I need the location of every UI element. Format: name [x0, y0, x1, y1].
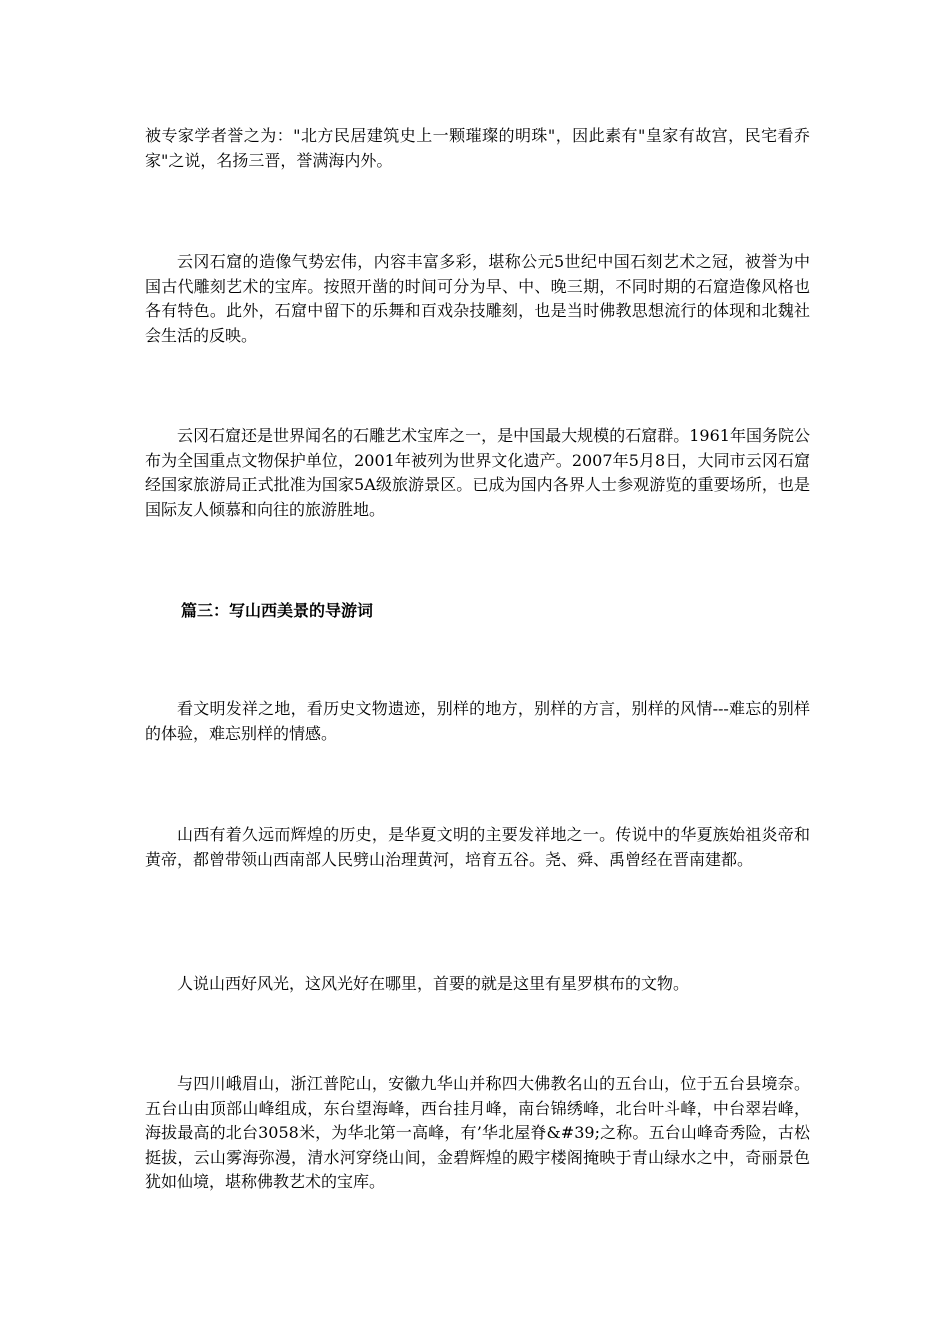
paragraph-yungang-world-heritage: 云冈石窟还是世界闻名的石雕艺术宝库之一，是中国最大规模的石窟群。1961年国务院公布为全国重点文物保护单位，2001年被列为世界文化遗产。2007年5月8日，大同市云冈石窟经国家旅游局正式批准为国家5A级旅游景区。已成为国内各界人士参观游览的重要场所，也是国际友人倾慕和向往的旅游胜地。 — [145, 426, 810, 519]
section-heading: 篇三：写山西美景的导游词 — [181, 601, 374, 620]
paragraph-shanxi-history: 山西有着久远而辉煌的历史，是华夏文明的主要发祥地之一。传说中的华夏族始祖炎帝和黄帝，都曾带领山西南部人民劈山治理黄河，培育五谷。尧、舜、禹曾经在晋南建都。 — [145, 825, 810, 869]
paragraph-wutai-mountain: 与四川峨眉山，浙江普陀山，安徽九华山并称四大佛教名山的五台山，位于五台县境奈。五台山由顶部山峰组成，东台望海峰，西台挂月峰，南台锦绣峰，北台叶斗峰，中台翠岩峰，海拔最高的北台3058米，为华北第一高峰，有’华北屋脊&#39;之称。五台山峰奇秀险，古松挺拔，云山雾海弥漫，清水河穿绕山间，金碧辉煌的殿宇楼阁掩映于青山绿水之中，奇丽景色犹如仙境，堪称佛教艺术的宝库。 — [145, 1074, 810, 1191]
paragraph-civilization-intro: 看文明发祥之地，看历史文物遗迹，别样的地方，别样的方言，别样的风情---难忘的别样的体验，难忘别样的情感。 — [145, 699, 810, 743]
paragraph-yungang-sculpture-style: 云冈石窟的造像气势宏伟，内容丰富多彩，堪称公元5世纪中国石刻艺术之冠，被誉为中国古代雕刻艺术的宝库。按照开凿的时间可分为早、中、晚三期，不同时期的石窟造像风格也各有特色。此外，石窟中留下的乐舞和百戏杂技雕刻，也是当时佛教思想流行的体现和北魏社会生活的反映。 — [145, 252, 810, 345]
paragraph-cultural-relics: 人说山西好风光，这风光好在哪里，首要的就是这里有星罗棋布的文物。 — [177, 974, 690, 993]
paragraph-qiao-family-compound: 被专家学者誉之为："北方民居建筑史上一颗璀璨的明珠"，因此素有"皇家有故宫，民宅看乔家"之说，名扬三晋，誉满海内外。 — [145, 126, 810, 170]
